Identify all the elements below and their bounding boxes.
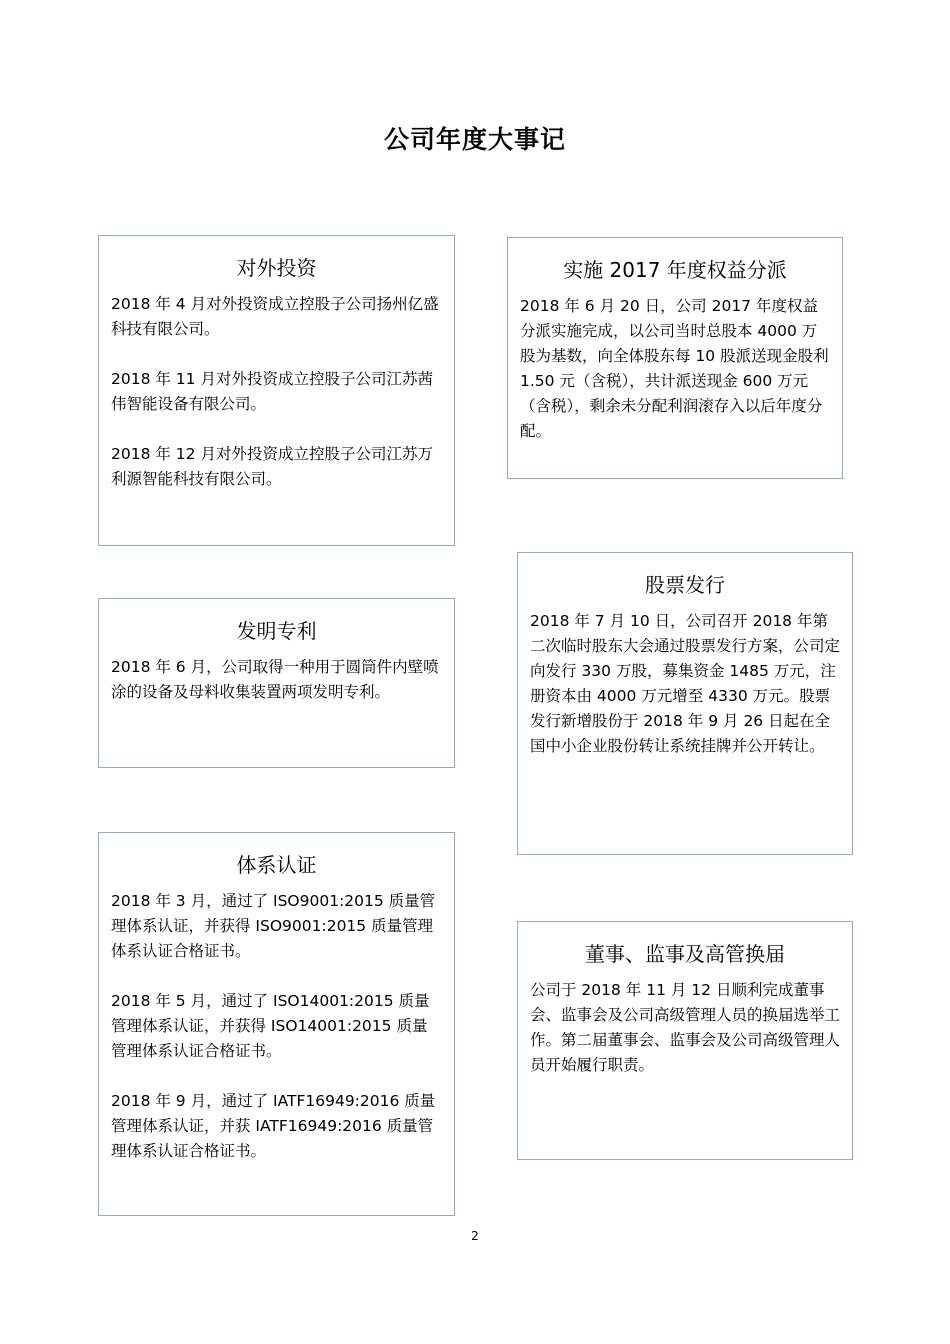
board-election-paragraph: 公司于 2018 年 11 月 12 日顺利完成董事会、监事会及公司高级管理人员的换届选举工作。第二届董事会、监事会及公司高级管理人员开始履行职责。 xyxy=(530,981,841,1074)
stock-issuance-paragraph: 2018 年 7 月 10 日，公司召开 2018 年第二次临时股东大会通过股票发行方案，公司定向发行 330 万股，募集资金 1485 万元，注册资本由 4000 万元增至 4330 万元。股票发行新增股份于 2018 年 9 月 26 日起在全国中小企业股份转让系统挂牌并公开转让。 xyxy=(530,612,841,755)
board-election-title: 董事、监事及高管换届 xyxy=(585,942,785,966)
investment-body xyxy=(99,292,454,492)
certification-body xyxy=(99,889,454,1164)
certification-paragraph: 2018 年 9 月，通过了 IATF16949:2016 质量管理体系认证，并获 IATF16949:2016 质量管理体系认证合格证书。 xyxy=(111,1092,436,1160)
stock-issuance-section xyxy=(517,552,853,855)
patent-section xyxy=(98,598,455,768)
investment-paragraph: 2018 年 4 月对外投资成立控股子公司扬州亿盛科技有限公司。 xyxy=(111,295,439,338)
dividend-body xyxy=(508,294,842,444)
dividend-paragraph: 2018 年 6 月 20 日，公司 2017 年度权益 分派实施完成，以公司当时总股本 4000 万股为基数，向全体股东每 10 股派送现金股利 1.50 元（含税），共计派送现金 600 万元（含税），剩余未分配利润滚存入以后年度分配。 xyxy=(520,297,829,440)
certification-title: 体系认证 xyxy=(236,853,317,877)
investment-section xyxy=(98,235,455,546)
patent-title: 发明专利 xyxy=(236,619,317,643)
certification-paragraph: 2018 年 5 月，通过了 ISO14001:2015 质量管理体系认证，并获得 ISO14001:2015 质量管理体系认证合格证书。 xyxy=(111,992,430,1060)
board-election-section xyxy=(517,921,853,1160)
stock-issuance-title: 股票发行 xyxy=(645,573,725,597)
patent-body xyxy=(99,655,454,705)
certification-paragraph: 2018 年 3 月，通过了 ISO9001:2015 质量管理体系认证，并获得 ISO9001:2015 质量管理体系认证合格证书。 xyxy=(111,892,436,960)
dividend-section xyxy=(507,237,843,479)
page-number: 2 xyxy=(471,1229,479,1243)
investment-paragraph: 2018 年 12 月对外投资成立控股子公司江苏万利源智能科技有限公司。 xyxy=(111,445,433,488)
dividend-title: 实施 2017 年度权益分派 xyxy=(563,258,787,282)
patent-paragraph: 2018 年 6 月，公司取得一种用于圆筒件内壁喷涂的设备及母料收集装置两项发明专利。 xyxy=(111,658,439,701)
investment-paragraph: 2018 年 11 月对外投资成立控股子公司江苏茜伟智能设备有限公司。 xyxy=(111,370,433,413)
board-election-body xyxy=(518,978,852,1078)
investment-title: 对外投资 xyxy=(236,256,317,280)
stock-issuance-body xyxy=(518,609,852,759)
page-title: 公司年度大事记 xyxy=(383,125,566,154)
certification-section xyxy=(98,832,455,1216)
